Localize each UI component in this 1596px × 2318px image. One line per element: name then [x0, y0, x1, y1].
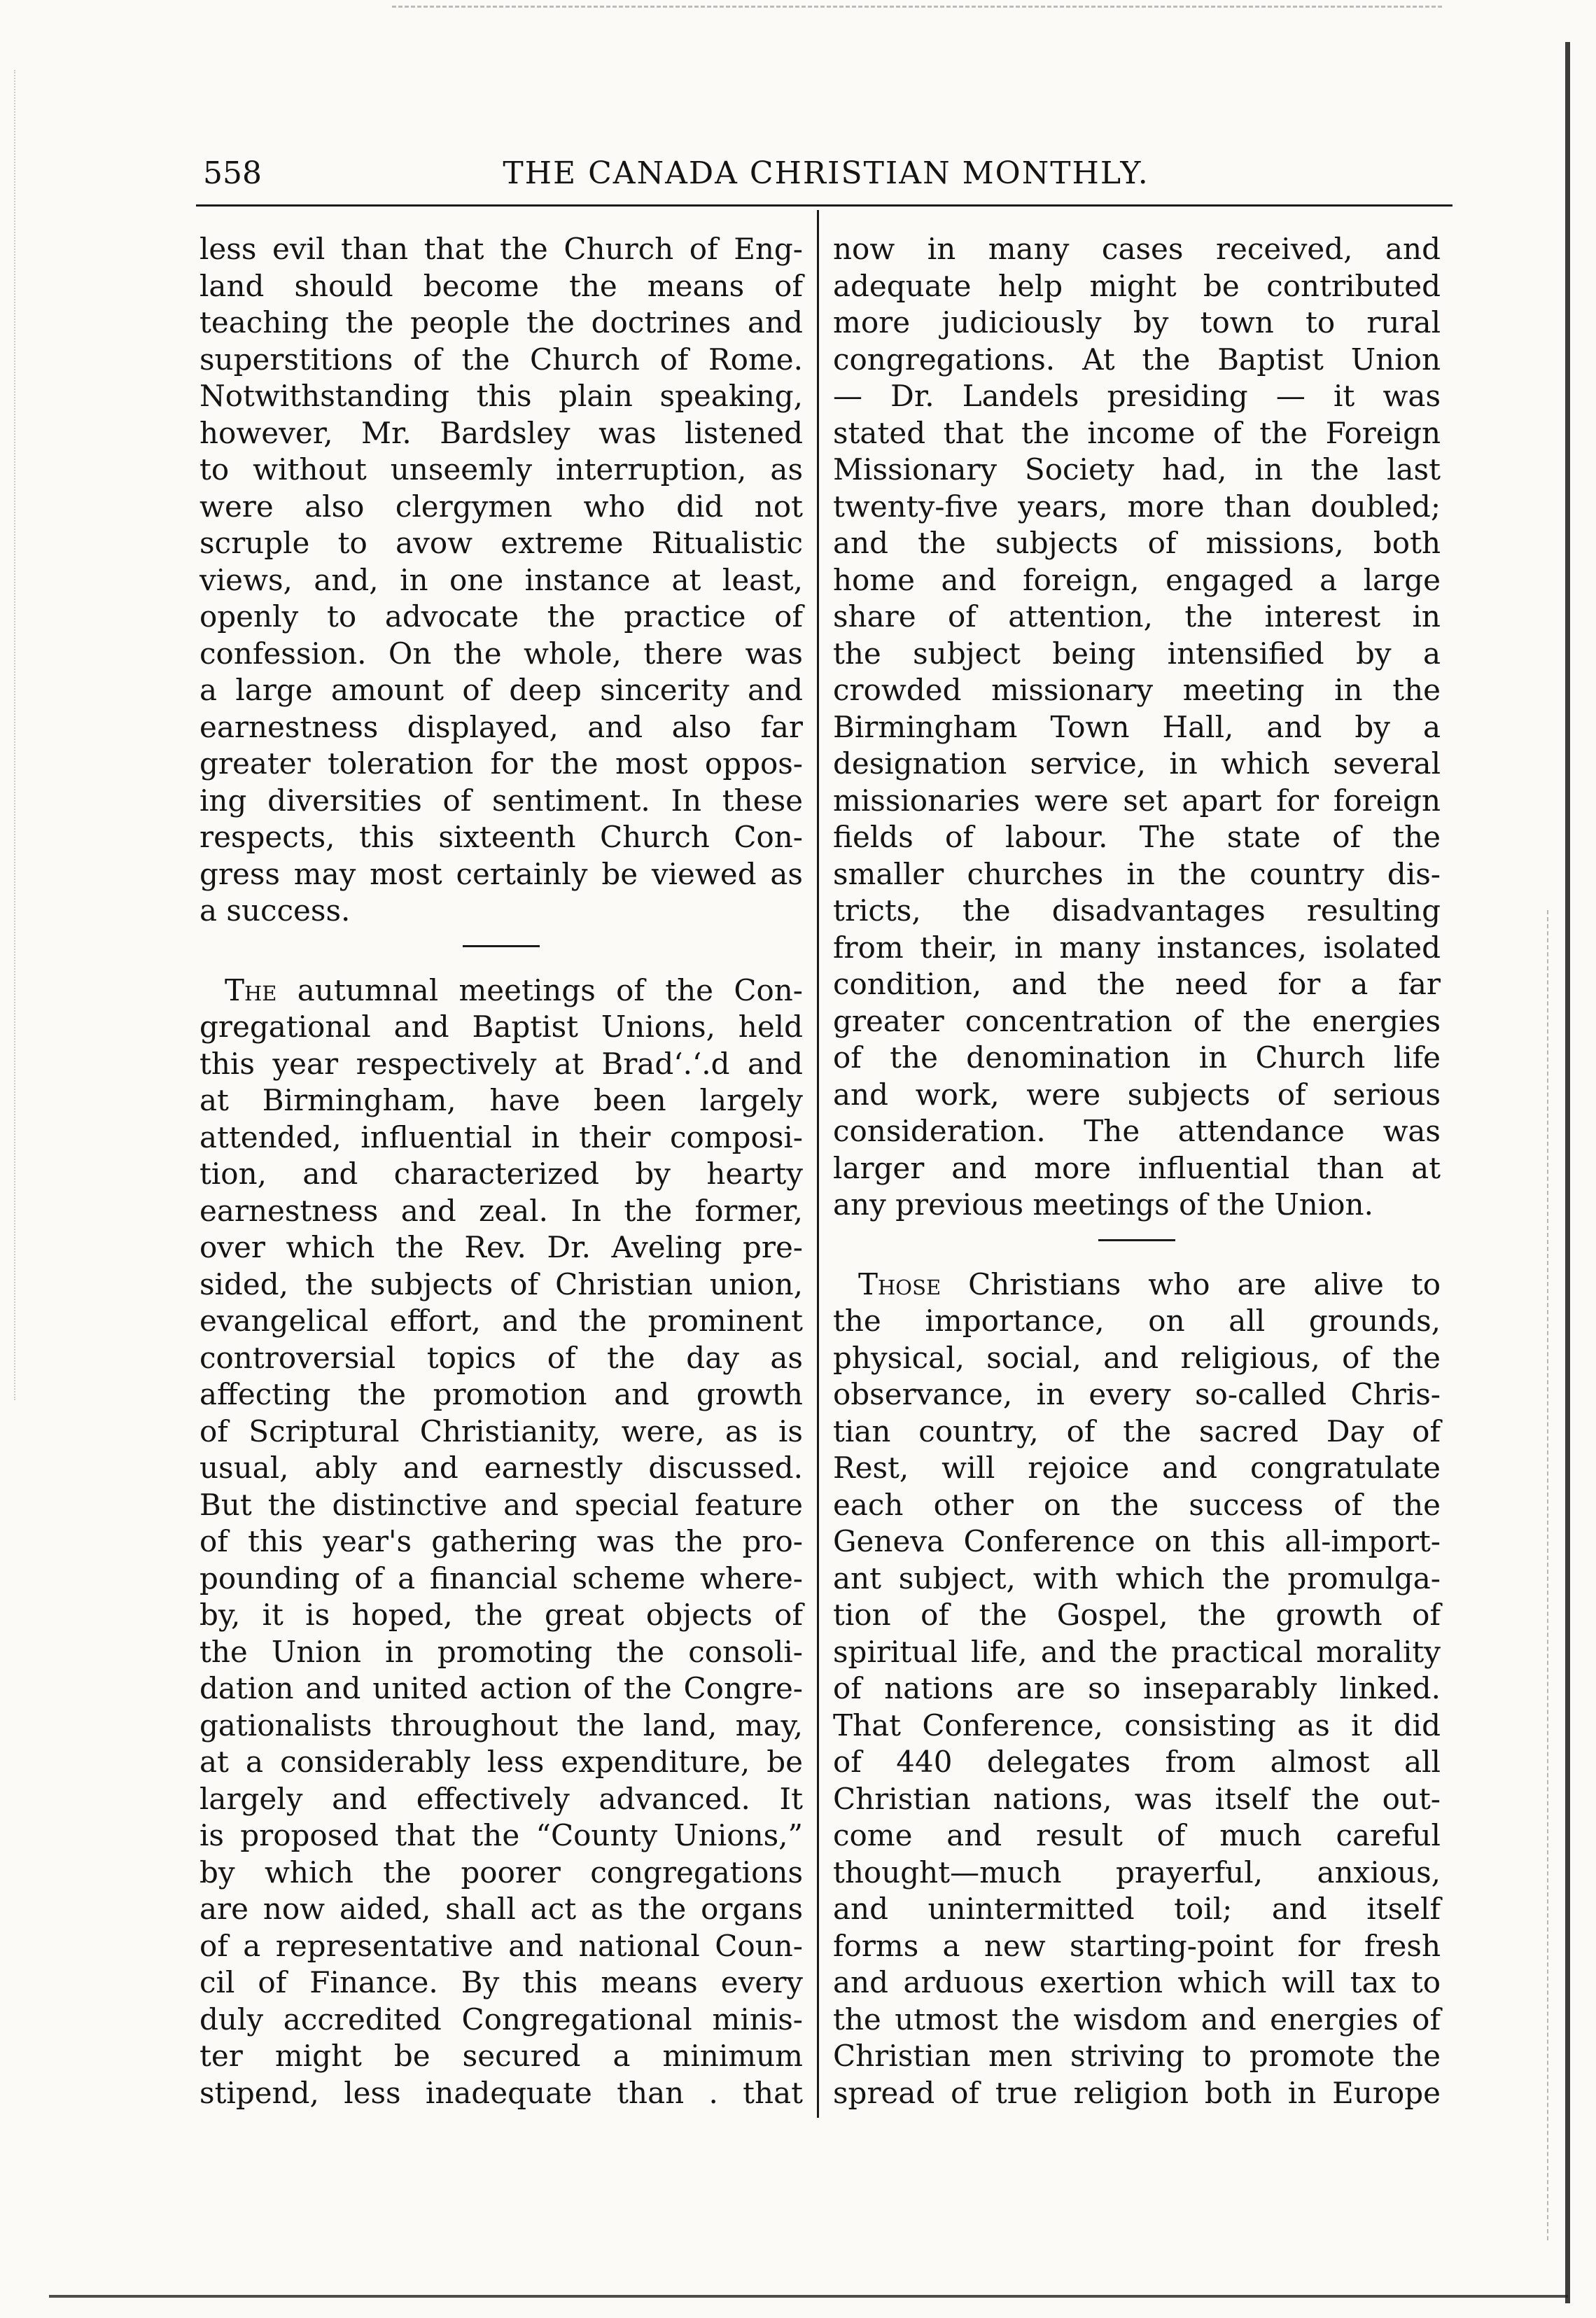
- text-line: twenty-five years, more than doubled;: [833, 489, 1441, 524]
- text-line: at a considerably less expenditure, be: [200, 1745, 803, 1779]
- text-line: observance, in every so-called Chris-: [833, 1377, 1441, 1411]
- text-line: greater toleration for the most oppos-: [200, 746, 803, 781]
- text-line: duly accredited Congregational minis-: [200, 2002, 803, 2037]
- left-paragraph-2: [200, 972, 803, 2112]
- text-line: land should become the means of: [200, 268, 803, 303]
- scan-edge-top: [392, 6, 1442, 11]
- text-line: scruple to avow extreme Ritualistic: [200, 526, 803, 560]
- text-line: largely and effectively advanced. It: [200, 1781, 803, 1816]
- page-header: [203, 155, 1449, 197]
- text-line: smaller churches in the country dis-: [833, 856, 1441, 891]
- text-line: thought—much prayerful, anxious,: [833, 1855, 1441, 1890]
- left-paragraph-1: [200, 231, 803, 930]
- text-line: Christian nations, was itself the out-: [833, 1781, 1441, 1816]
- text-line: and work, were subjects of serious: [833, 1077, 1441, 1112]
- lead-line-rest: autumnal meetings of the Con-: [276, 972, 803, 1007]
- text-line: stated that the income of the Foreign: [833, 415, 1441, 450]
- text-line: physical, social, and religious, of the: [833, 1340, 1441, 1375]
- text-line: attended, influential in their composi-: [200, 1119, 803, 1154]
- text-line: spiritual life, and the practical morality: [833, 1634, 1441, 1669]
- text-line: by, it is hoped, the great objects of: [200, 1598, 803, 1632]
- text-line: to without unseemly interruption, as: [200, 452, 803, 487]
- text-line: tian country, of the sacred Day of: [833, 1413, 1441, 1448]
- text-line: Missionary Society had, in the last: [833, 452, 1441, 487]
- text-line: the Union in promoting the consoli-: [200, 1634, 803, 1669]
- text-line: consideration. The attendance was: [833, 1114, 1441, 1148]
- text-line: of a representative and national Coun-: [200, 1928, 803, 1963]
- text-line: the importance, on all grounds,: [833, 1304, 1441, 1338]
- text-line: of 440 delegates from almost all: [833, 1745, 1441, 1779]
- text-line: But the distinctive and special feature: [200, 1487, 803, 1522]
- text-line: views, and, in one instance at least,: [200, 562, 803, 597]
- text-line: dation and united action of the Congre-: [200, 1671, 803, 1705]
- text-line: tricts, the disadvantages resulting: [833, 893, 1441, 928]
- text-line: forms a new starting-point for fresh: [833, 1928, 1441, 1963]
- text-line: larger and more influential than at: [833, 1150, 1441, 1185]
- text-line: by which the poorer congregations: [200, 1855, 803, 1890]
- scan-edge-bottom: [49, 2295, 1568, 2298]
- text-line: pounding of a financial scheme where-: [200, 1561, 803, 1596]
- header-rule: [196, 204, 1452, 207]
- text-line: more judiciously by town to rural: [833, 305, 1441, 340]
- text-line: [200, 972, 803, 1010]
- text-line: share of attention, the interest in: [833, 599, 1441, 634]
- text-line: Notwithstanding this plain speaking,: [200, 379, 803, 413]
- text-line: the utmost the wisdom and energies of: [833, 2002, 1441, 2037]
- text-line: adequate help might be contributed: [833, 268, 1441, 303]
- lead-line-rest: Christians who are alive to: [941, 1266, 1441, 1301]
- text-line: congregations. At the Baptist Union: [833, 342, 1441, 377]
- text-line: each other on the success of the: [833, 1487, 1441, 1522]
- text-line: of Scriptural Christianity, were, as is: [200, 1413, 803, 1448]
- text-line: is proposed that the “County Unions,”: [200, 1818, 803, 1852]
- text-line: Rest, will rejoice and congratulate: [833, 1451, 1441, 1485]
- text-line: Birmingham Town Hall, and by a: [833, 709, 1441, 744]
- text-line: superstitions of the Church of Rome.: [200, 342, 803, 377]
- text-line: of nations are so inseparably linked.: [833, 1671, 1441, 1705]
- page-number: 558: [203, 155, 262, 191]
- text-line: Geneva Conference on this all-import-: [833, 1524, 1441, 1558]
- text-line: come and result of much careful: [833, 1818, 1441, 1852]
- text-line: controversial topics of the day as: [200, 1340, 803, 1375]
- text-line: gationalists throughout the land, may,: [200, 1708, 803, 1743]
- text-line: missionaries were set apart for foreign: [833, 783, 1441, 818]
- text-line: home and foreign, engaged a large: [833, 562, 1441, 597]
- text-line: sided, the subjects of Christian union,: [200, 1266, 803, 1301]
- text-line: ant subject, with which the promulga-: [833, 1561, 1441, 1596]
- scan-edge-right: [1565, 42, 1570, 2303]
- text-line: and the subjects of missions, both: [833, 526, 1441, 560]
- text-line: [833, 1266, 1441, 1304]
- text-line: gregational and Baptist Unions, held: [200, 1010, 803, 1044]
- text-line: — Dr. Landels presiding — it was: [833, 379, 1441, 413]
- column-divider: [817, 210, 819, 2118]
- text-line: openly to advocate the practice of: [200, 599, 803, 634]
- text-line: are now aided, shall act as the organs: [200, 1892, 803, 1926]
- text-line: a success.: [200, 893, 351, 928]
- text-line: ing diversities of sentiment. In these: [200, 783, 803, 818]
- text-line: That Conference, consisting as it did: [833, 1708, 1441, 1743]
- text-line: of this year's gathering was the pro-: [200, 1524, 803, 1558]
- text-line: less evil than that the Church of Eng-: [200, 232, 803, 266]
- text-line: and unintermitted toil; and itself: [833, 1892, 1441, 1926]
- text-line: from their, in many instances, isolated: [833, 930, 1441, 965]
- text-line: cil of Finance. By this means every: [200, 1965, 803, 1999]
- text-line: this year respectively at Brad‘.‘.d and: [200, 1046, 803, 1081]
- scan-edge-right-dashes: [1547, 910, 1550, 2240]
- text-line: usual, ably and earnestly discussed.: [200, 1451, 803, 1485]
- text-line: crowded missionary meeting in the: [833, 673, 1441, 707]
- text-line: affecting the promotion and growth: [200, 1377, 803, 1411]
- scan-edge-left: [14, 70, 43, 1400]
- text-line: a large amount of deep sincerity and: [200, 673, 803, 707]
- running-head: THE CANADA CHRISTIAN MONTHLY.: [503, 155, 1149, 191]
- text-line: earnestness displayed, and also far: [200, 709, 803, 744]
- text-line: at Birmingham, have been largely: [200, 1083, 803, 1117]
- section-separator: [1098, 1239, 1175, 1241]
- text-line: and arduous exertion which will tax to: [833, 1965, 1441, 1999]
- text-line: were also clergymen who did not: [200, 489, 803, 524]
- text-line: spread of true religion both in Europe: [833, 2075, 1441, 2110]
- text-line: condition, and the need for a far: [833, 967, 1441, 1001]
- text-line: tion of the Gospel, the growth of: [833, 1598, 1441, 1632]
- right-paragraph-1: [833, 231, 1441, 1224]
- text-line: earnestness and zeal. In the former,: [200, 1193, 803, 1228]
- text-line: evangelical effort, and the prominent: [200, 1304, 803, 1338]
- text-line: any previous meetings of the Union.: [833, 1187, 1373, 1222]
- left-column: [200, 231, 803, 2111]
- text-line: now in many cases received, and: [833, 232, 1441, 266]
- text-line: greater concentration of the energies: [833, 1003, 1441, 1038]
- text-line: stipend, less inadequate than . that: [200, 2075, 803, 2110]
- text-line: over which the Rev. Dr. Aveling pre-: [200, 1230, 803, 1264]
- text-line: gress may most certainly be viewed as: [200, 856, 803, 891]
- section-separator: [463, 945, 540, 947]
- lead-word: The: [225, 972, 277, 1007]
- text-line: of the denomination in Church life: [833, 1040, 1441, 1075]
- text-line: tion, and characterized by hearty: [200, 1157, 803, 1191]
- text-line: teaching the people the doctrines and: [200, 305, 803, 340]
- right-column: [833, 231, 1441, 2111]
- text-line: fields of labour. The state of the: [833, 820, 1441, 854]
- text-line: the subject being intensified by a: [833, 636, 1441, 671]
- right-paragraph-2: [833, 1266, 1441, 2112]
- text-line: Christian men striving to promote the: [833, 2039, 1441, 2073]
- text-line: designation service, in which several: [833, 746, 1441, 781]
- text-line: respects, this sixteenth Church Con-: [200, 820, 803, 854]
- text-line: however, Mr. Bardsley was listened: [200, 415, 803, 450]
- text-line: confession. On the whole, there was: [200, 636, 803, 671]
- text-line: ter might be secured a minimum: [200, 2039, 803, 2073]
- lead-word: Those: [858, 1266, 941, 1301]
